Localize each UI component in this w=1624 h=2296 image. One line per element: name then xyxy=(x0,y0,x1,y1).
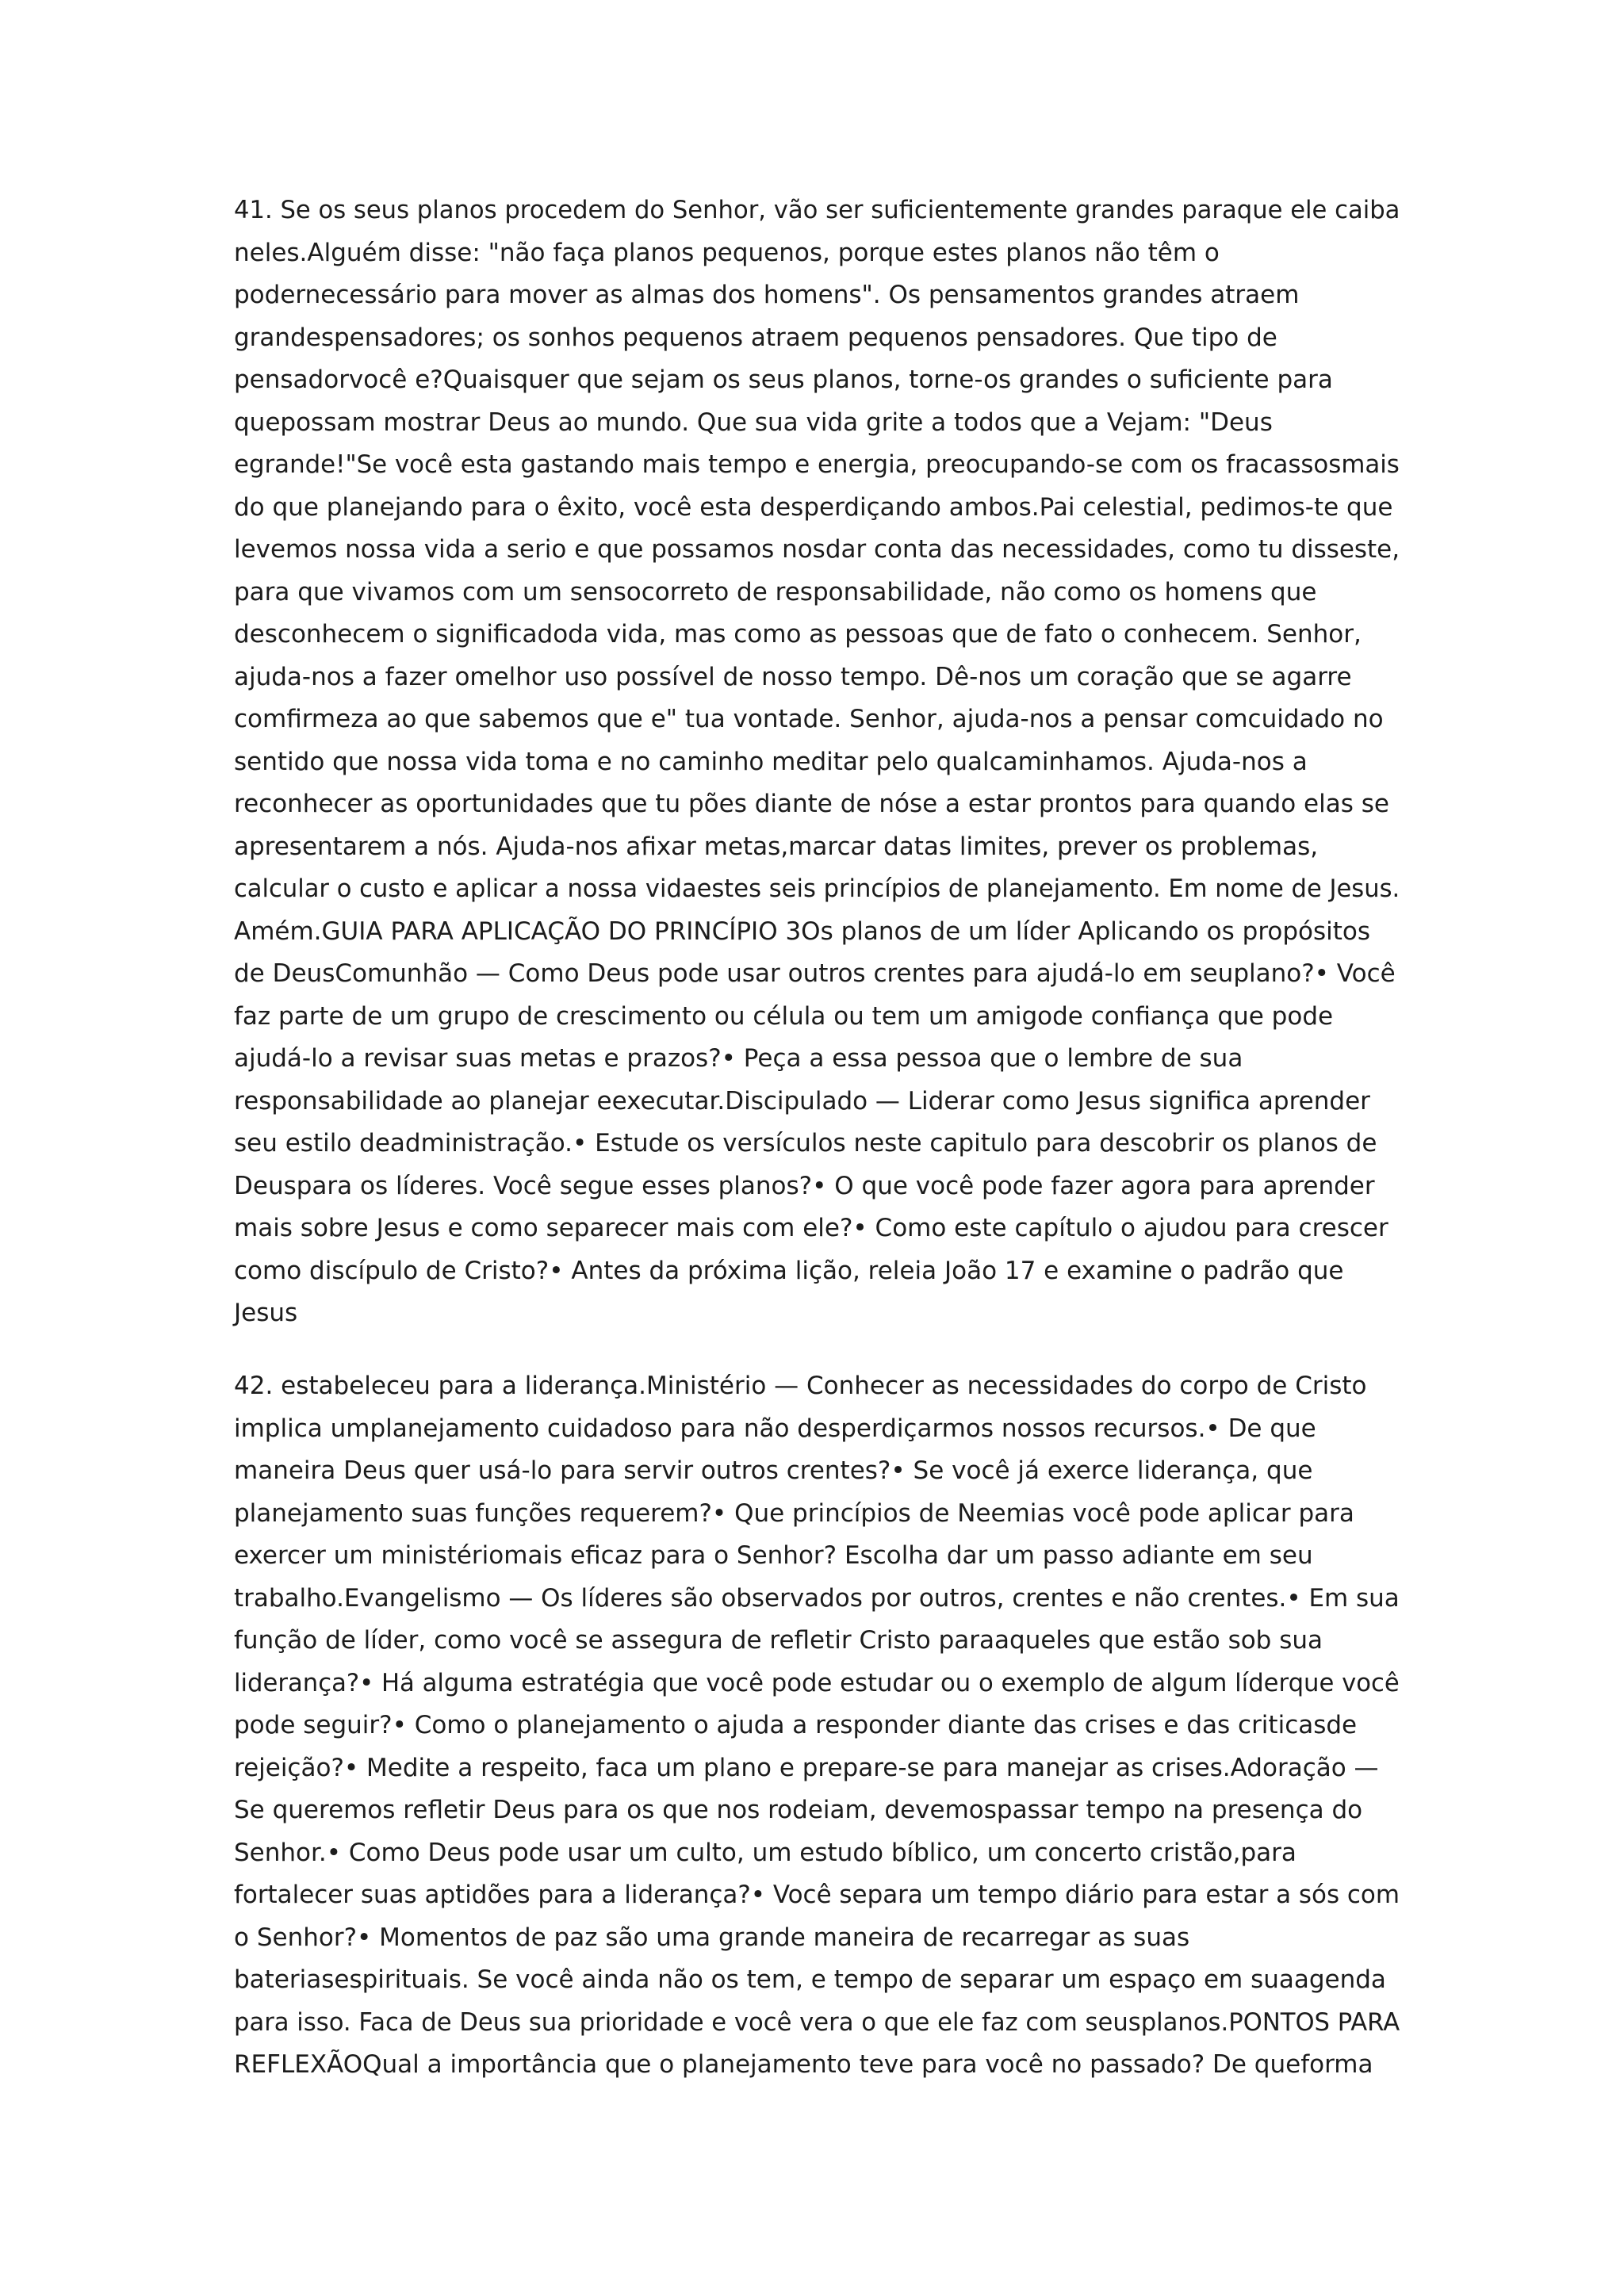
text-line: o Senhor?• Momentos de paz são uma grande maneira de recarregar as suas xyxy=(234,1923,1190,1952)
text-line: rejeição?• Medite a respeito, faca um plano e prepare-se para manejar as crises.Adoração — xyxy=(234,1753,1379,1782)
text-line: função de líder, como você se assegura de refletir Cristo paraaqueles que estão sob sua xyxy=(234,1626,1323,1655)
text-line: egrande!"Se você esta gastando mais tempo e energia, preocupando-se com os fracassosmais xyxy=(234,450,1400,479)
text-line: Jesus xyxy=(234,1299,298,1327)
text-line: exercer um ministériomais eficaz para o Senhor? Escolha dar um passo adiante em seu xyxy=(234,1541,1313,1570)
text-line: sentido que nossa vida toma e no caminho meditar pelo qualcaminhamos. Ajuda-nos a xyxy=(234,747,1308,776)
text-line: liderança?• Há alguma estratégia que você pode estudar ou o exemplo de algum líderque você xyxy=(234,1668,1400,1697)
text-line: fortalecer suas aptidões para a liderança?• Você separa um tempo diário para estar a sós com xyxy=(234,1881,1400,1909)
paragraph-41 xyxy=(234,189,1400,1335)
text-line: do que planejando para o êxito, você esta desperdiçando ambos.Pai celestial, pedimos-te que xyxy=(234,492,1393,522)
text-line: pensadorvocê e?Quaisquer que sejam os seus planos, torne-os grandes o suficiente para xyxy=(234,365,1333,394)
text-line: maneira Deus quer usá-lo para servir outros crentes?• Se você já exerce liderança, que xyxy=(234,1456,1313,1485)
text-line: mais sobre Jesus e como separecer mais com ele?• Como este capítulo o ajudou para crescer xyxy=(234,1214,1388,1242)
text-line: Deuspara os líderes. Você segue esses planos?• O que você pode fazer agora para aprender xyxy=(234,1171,1375,1200)
paragraph-42 xyxy=(234,1365,1400,2087)
text-line: implica umplanejamento cuidadoso para não desperdiçarmos nossos recursos.• De que xyxy=(234,1414,1316,1443)
text-line: reconhecer as oportunidades que tu pões diante de nóse a estar prontos para quando elas se xyxy=(234,790,1389,818)
text-line: de DeusComunhão — Como Deus pode usar outros crentes para ajudá-lo em seuplano?• Você xyxy=(234,959,1396,988)
text-line: quepossam mostrar Deus ao mundo. Que sua vida grite a todos que a Vejam: "Deus xyxy=(234,408,1273,437)
text-line: comfirmeza ao que sabemos que e" tua vontade. Senhor, ajuda-nos a pensar comcuidado no xyxy=(234,705,1384,733)
text-line: Amém.GUIA PARA APLICAÇÃO DO PRINCÍPIO 3Os planos de um líder Aplicando os propósitos xyxy=(234,916,1371,946)
text-line: REFLEXÃOQual a importância que o planejamento teve para você no passado? De queforma xyxy=(234,2050,1373,2079)
text-line: para isso. Faca de Deus sua prioridade e você vera o que ele faz com seusplanos.PONTOS PARA xyxy=(234,2007,1400,2037)
text-line: podernecessário para mover as almas dos homens". Os pensamentos grandes atraem xyxy=(234,281,1300,309)
text-line: 42. estabeleceu para a liderança.Ministério — Conhecer as necessidades do corpo de Cristo xyxy=(234,1372,1367,1400)
text-line: bateriasespirituais. Se você ainda não os tem, e tempo de separar um espaço em suaagenda xyxy=(234,1965,1386,1994)
text-line: responsabilidade ao planejar eexecutar.Discipulado — Liderar como Jesus significa aprender xyxy=(234,1086,1370,1115)
text-line: neles.Alguém disse: "não faça planos pequenos, porque estes planos não têm o xyxy=(234,238,1220,267)
text-line: levemos nossa vida a serio e que possamos nosdar conta das necessidades, como tu disseste, xyxy=(234,535,1400,564)
text-line: Se queremos refletir Deus para os que nos rodeiam, devemospassar tempo na presença do xyxy=(234,1796,1363,1824)
text-line: calcular o custo e aplicar a nossa vidaestes seis princípios de planejamento. Em nome de Jesus. xyxy=(234,874,1400,903)
text-line: ajudá-lo a revisar suas metas e prazos?• Peça a essa pessoa que o lembre de sua xyxy=(234,1044,1243,1073)
text-line: Senhor.• Como Deus pode usar um culto, um estudo bíblico, um concerto cristão,para xyxy=(234,1838,1297,1867)
text-line: para que vivamos com um sensocorreto de responsabilidade, não como os homens que xyxy=(234,577,1317,607)
text-line: ajuda-nos a fazer omelhor uso possível de nosso tempo. Dê-nos um coração que se agarre xyxy=(234,662,1352,691)
text-line: grandespensadores; os sonhos pequenos atraem pequenos pensadores. Que tipo de xyxy=(234,323,1277,352)
text-line: 41. Se os seus planos procedem do Senhor, vão ser suficientemente grandes paraque ele caiba xyxy=(234,196,1400,224)
text-line: planejamento suas funções requerem?• Que princípios de Neemias você pode aplicar para xyxy=(234,1498,1354,1528)
text-line: seu estilo deadministração.• Estude os versículos neste capitulo para descobrir os planos de xyxy=(234,1129,1377,1158)
text-line: como discípulo de Cristo?• Antes da próxima lição, releia João 17 e examine o padrão que xyxy=(234,1256,1344,1285)
text-line: pode seguir?• Como o planejamento o ajuda a responder diante das crises e das criticasde xyxy=(234,1711,1358,1739)
text-line: apresentarem a nós. Ajuda-nos afixar metas,marcar datas limites, prever os problemas, xyxy=(234,832,1319,861)
text-line: trabalho.Evangelismo — Os líderes são observados por outros, crentes e não crentes.• Em sua xyxy=(234,1583,1400,1613)
text-line: faz parte de um grupo de crescimento ou célula ou tem um amigode confiança que pode xyxy=(234,1001,1334,1031)
text-line: desconhecem o significadoda vida, mas como as pessoas que de fato o conhecem. Senhor, xyxy=(234,620,1362,649)
